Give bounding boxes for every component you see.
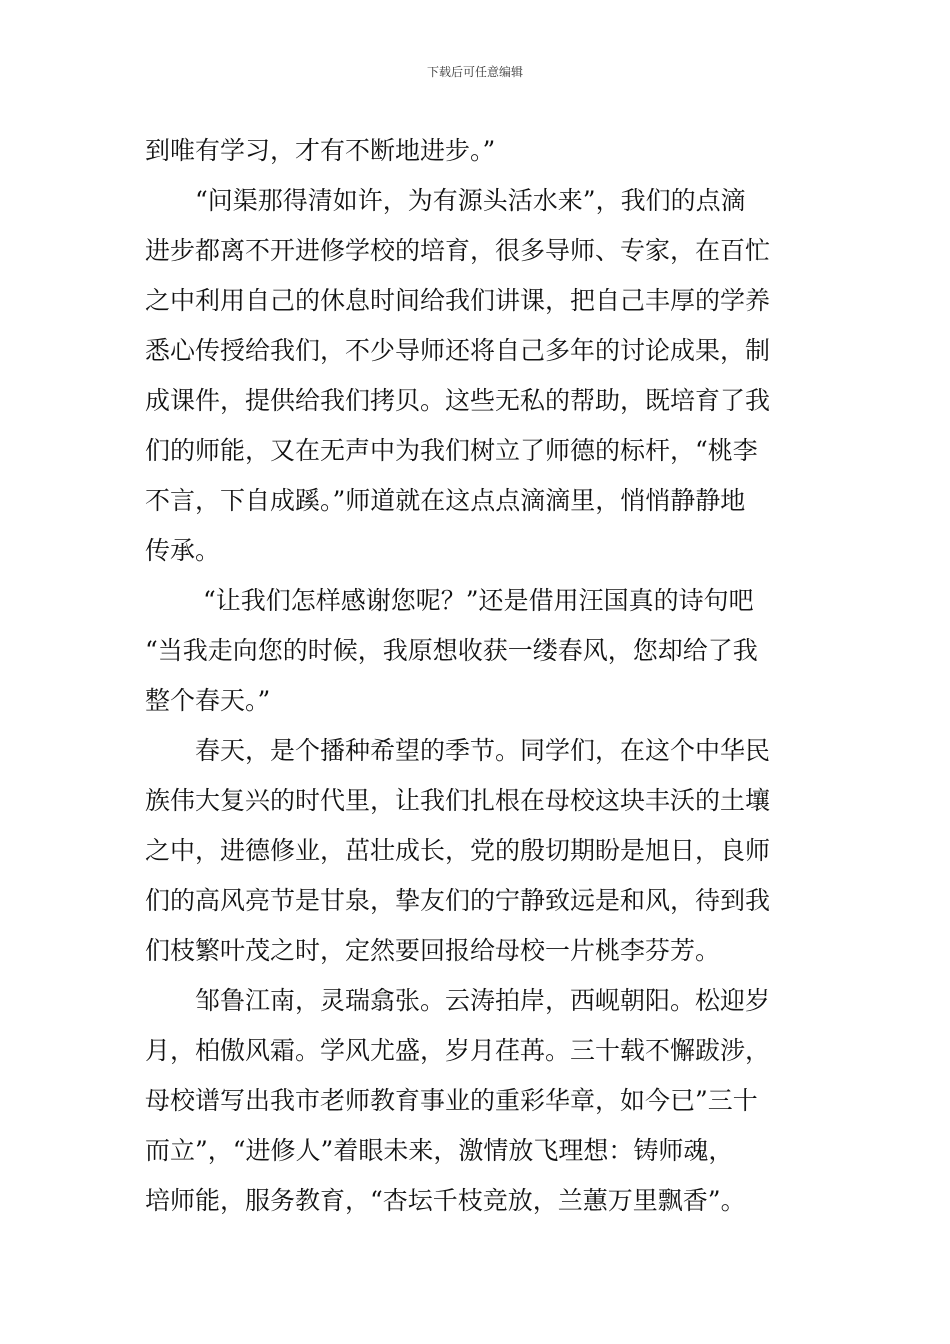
document-body [145,126,810,1226]
text-line: 母校谱写出我市老师教育事业的重彩华章，如今已”三十 [145,1086,758,1115]
text-line: 进步都离不开进修学校的培育，很多导师、专家，在百忙 [145,236,771,265]
text-line: 们的高风亮节是甘泉，挚友们的宁静致远是和风，待到我 [145,886,771,915]
text-line: 悉心传授给我们，不少导师还将自己多年的讨论成果，制 [145,336,771,365]
text-line: 培师能，服务教育，“杏坛千枝竞放，兰蕙万里飘香”。 [145,1186,746,1215]
text-line: 不言，下自成蹊。”师道就在这点点滴滴里，悄悄静静地 [145,486,746,515]
text-line: 们枝繁叶茂之时，定然要回报给母校一片桃李芬芳。 [145,936,721,965]
text-line: 族伟大复兴的时代里，让我们扎根在母校这块丰沃的土壤 [145,786,771,815]
text-line: 邹鲁江南，灵瑞翕张。云涛拍岸，西岘朝阳。松迎岁 [195,986,771,1015]
text-line: 整个春天。” [145,686,271,715]
page-header: 下载后可任意编辑 [426,65,523,79]
text-line: 到唯有学习，才有不断地进步。” [145,136,496,165]
text-line: “让我们怎样感谢您呢？”还是借用汪国真的诗句吧 [203,586,754,615]
text-line: 而立”，“进修人”着眼未来，激情放飞理想：铸师魂， [145,1136,734,1165]
text-line: “问渠那得清如许，为有源头活水来”，我们的点滴 [195,186,746,215]
text-line: 之中，进德修业，茁壮成长，党的殷切期盼是旭日，良师 [145,836,771,865]
text-line: 月，柏傲风霜。学风尤盛，岁月荏苒。三十载不懈跋涉， [145,1036,771,1065]
text-line: 成课件，提供给我们拷贝。这些无私的帮助，既培育了我 [145,386,771,415]
text-line: 之中利用自己的休息时间给我们讲课，把自己丰厚的学养 [145,286,771,315]
text-line: 春天，是个播种希望的季节。同学们，在这个中华民 [195,736,771,765]
text-line: “当我走向您的时候，我原想收获一缕春风，您却给了我 [145,636,758,665]
text-line: 传承。 [145,536,221,565]
text-line: 们的师能，又在无声中为我们树立了师德的标杆，“桃李 [145,436,758,465]
